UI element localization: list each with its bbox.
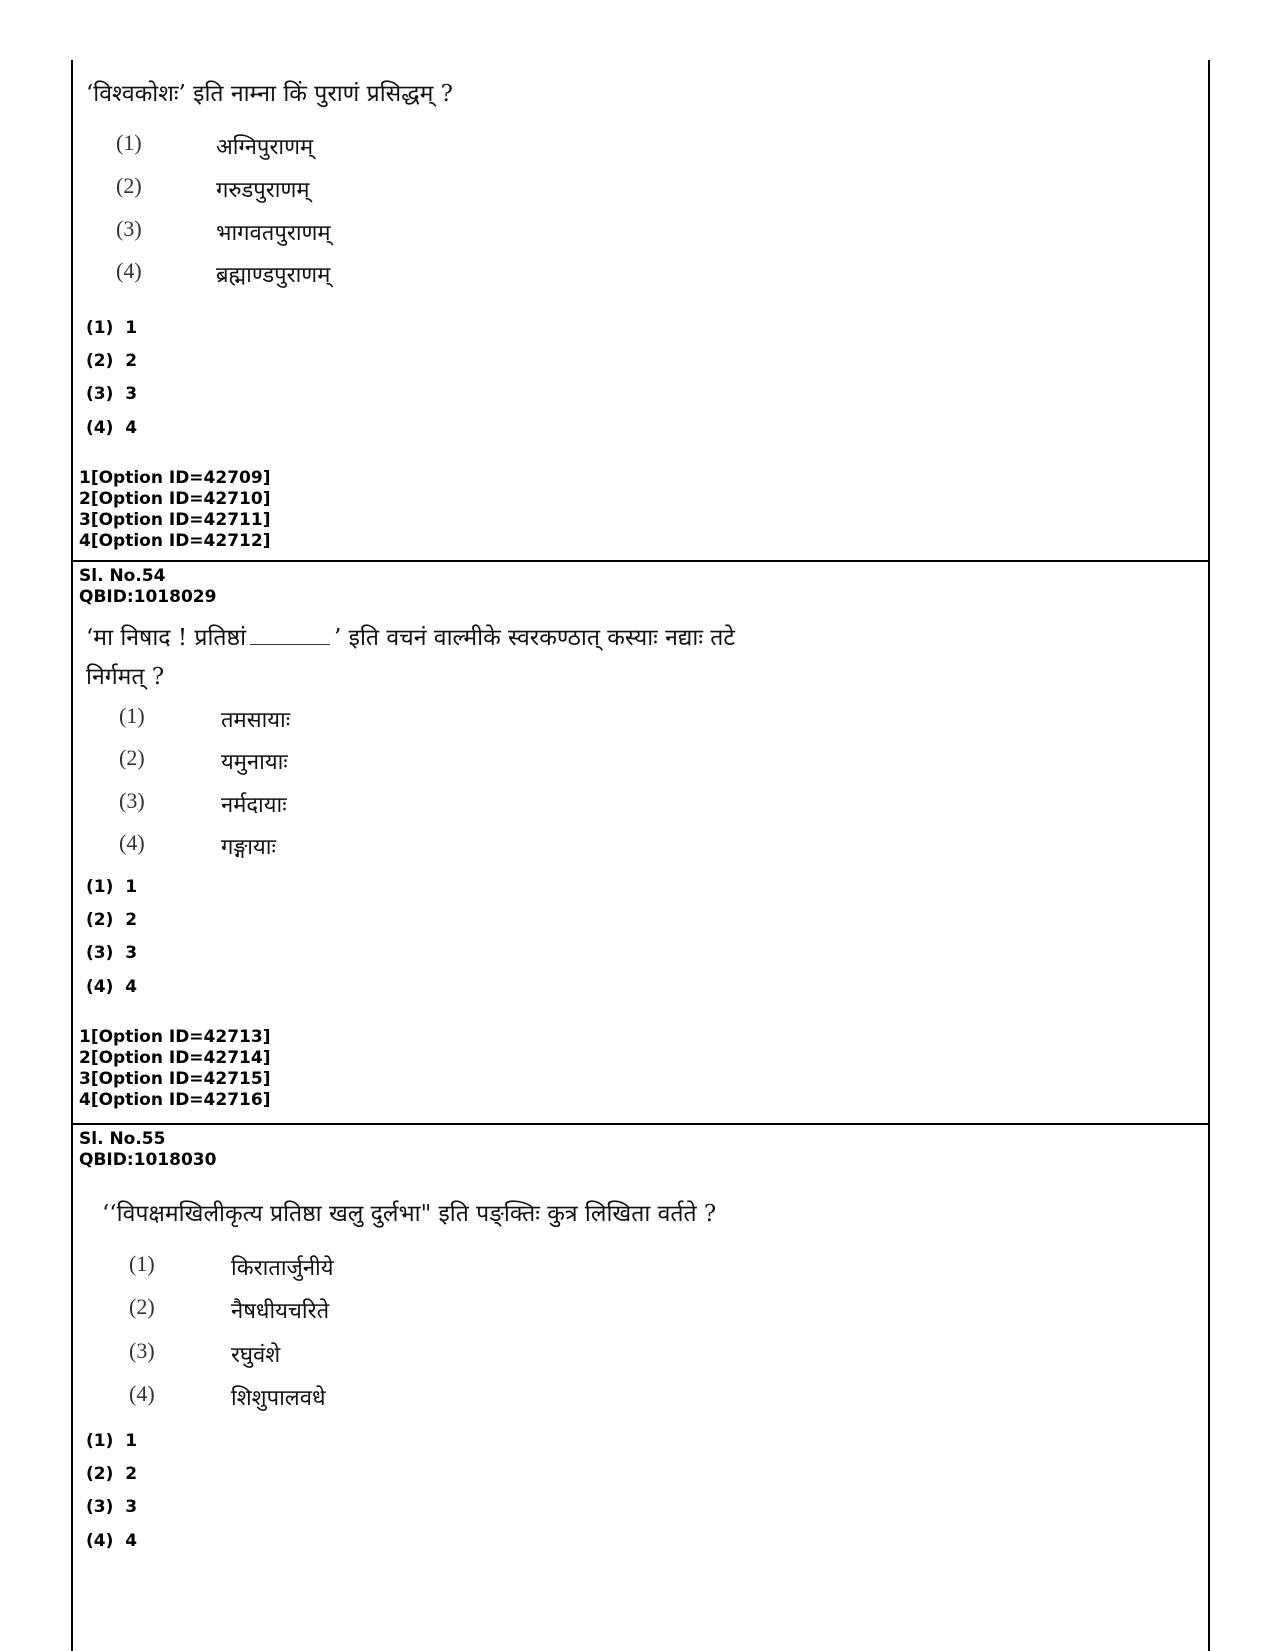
option-text: भागवतपुराणम् <box>216 221 331 246</box>
answer-choice[interactable]: (4) 4 <box>86 1531 138 1551</box>
option-id: 1[Option ID=42713] <box>79 1027 271 1047</box>
answer-choice[interactable]: (1) 1 <box>86 318 138 338</box>
question-text: ‘‘विपक्षमखिलीकृत्य प्रतिष्ठा खलु दुर्लभा" इति पङ्क्तिः कुत्र लिखिता वर्तते ? <box>102 1201 717 1227</box>
option-number: (2) <box>116 173 142 198</box>
question-text-part1: ‘मा निषाद ! प्रतिष्ठां <box>86 625 247 651</box>
option-text: रघुवंशे <box>231 1343 281 1368</box>
option-number: (1) <box>119 703 145 728</box>
option-number: (2) <box>119 745 145 770</box>
option-number: (1) <box>116 130 142 155</box>
answer-choice[interactable]: (2) 2 <box>86 351 138 371</box>
option-number: (1) <box>129 1251 155 1276</box>
option-text: गरुडपुराणम् <box>216 178 310 203</box>
option-number: (4) <box>129 1381 155 1406</box>
option-id: 3[Option ID=42715] <box>79 1069 271 1089</box>
option-id: 4[Option ID=42716] <box>79 1090 271 1110</box>
question-text <box>86 620 735 652</box>
option-id: 1[Option ID=42709] <box>79 468 271 488</box>
option-text: यमुनायाः <box>221 750 288 775</box>
answer-choice[interactable]: (3) 3 <box>86 384 138 404</box>
left-border <box>71 60 73 1651</box>
answer-choice[interactable]: (2) 2 <box>86 1464 138 1484</box>
option-text: अग्निपुराणम् <box>216 135 314 160</box>
answer-choice[interactable]: (4) 4 <box>86 418 138 438</box>
option-number: (4) <box>116 258 142 283</box>
answer-choice[interactable]: (3) 3 <box>86 943 138 963</box>
answer-choice[interactable]: (1) 1 <box>86 1431 138 1451</box>
option-id: 3[Option ID=42711] <box>79 510 271 530</box>
option-text: किरातार्जुनीये <box>231 1256 334 1281</box>
answer-choice[interactable]: (3) 3 <box>86 1497 138 1517</box>
option-text: गङ्गायाः <box>221 835 276 860</box>
option-number: (4) <box>119 830 145 855</box>
question-divider <box>71 560 1210 562</box>
option-id: 4[Option ID=42712] <box>79 531 271 551</box>
option-text: तमसायाः <box>221 708 291 733</box>
option-id: 2[Option ID=42710] <box>79 489 271 509</box>
qbid: QBID:1018030 <box>79 1150 217 1170</box>
question-text-line2: निर्गमत् ? <box>86 664 165 690</box>
answer-choice[interactable]: (2) 2 <box>86 910 138 930</box>
answer-choice[interactable]: (1) 1 <box>86 877 138 897</box>
option-text: ब्रह्माण्डपुराणम् <box>216 263 331 288</box>
option-id: 2[Option ID=42714] <box>79 1048 271 1068</box>
fill-blank <box>250 626 330 645</box>
option-text: नैषधीयचरिते <box>231 1299 330 1324</box>
right-border <box>1208 60 1210 1651</box>
option-number: (3) <box>129 1338 155 1363</box>
serial-number: Sl. No.54 <box>79 566 166 586</box>
question-text-part2: ’ इति वचनं वाल्मीके स्वरकण्ठात् कस्याः नद्याः तटे <box>334 625 736 651</box>
option-number: (3) <box>119 788 145 813</box>
qbid: QBID:1018029 <box>79 587 217 607</box>
question-divider <box>71 1123 1210 1125</box>
question-text: ‘विश्वकोशः’ इति नाम्ना किं पुराणं प्रसिद्धम् ? <box>86 81 453 107</box>
option-text: नर्मदायाः <box>221 793 287 818</box>
answer-choice[interactable]: (4) 4 <box>86 977 138 997</box>
option-number: (2) <box>129 1294 155 1319</box>
option-text: शिशुपालवधे <box>231 1386 326 1411</box>
serial-number: Sl. No.55 <box>79 1129 166 1149</box>
option-number: (3) <box>116 216 142 241</box>
